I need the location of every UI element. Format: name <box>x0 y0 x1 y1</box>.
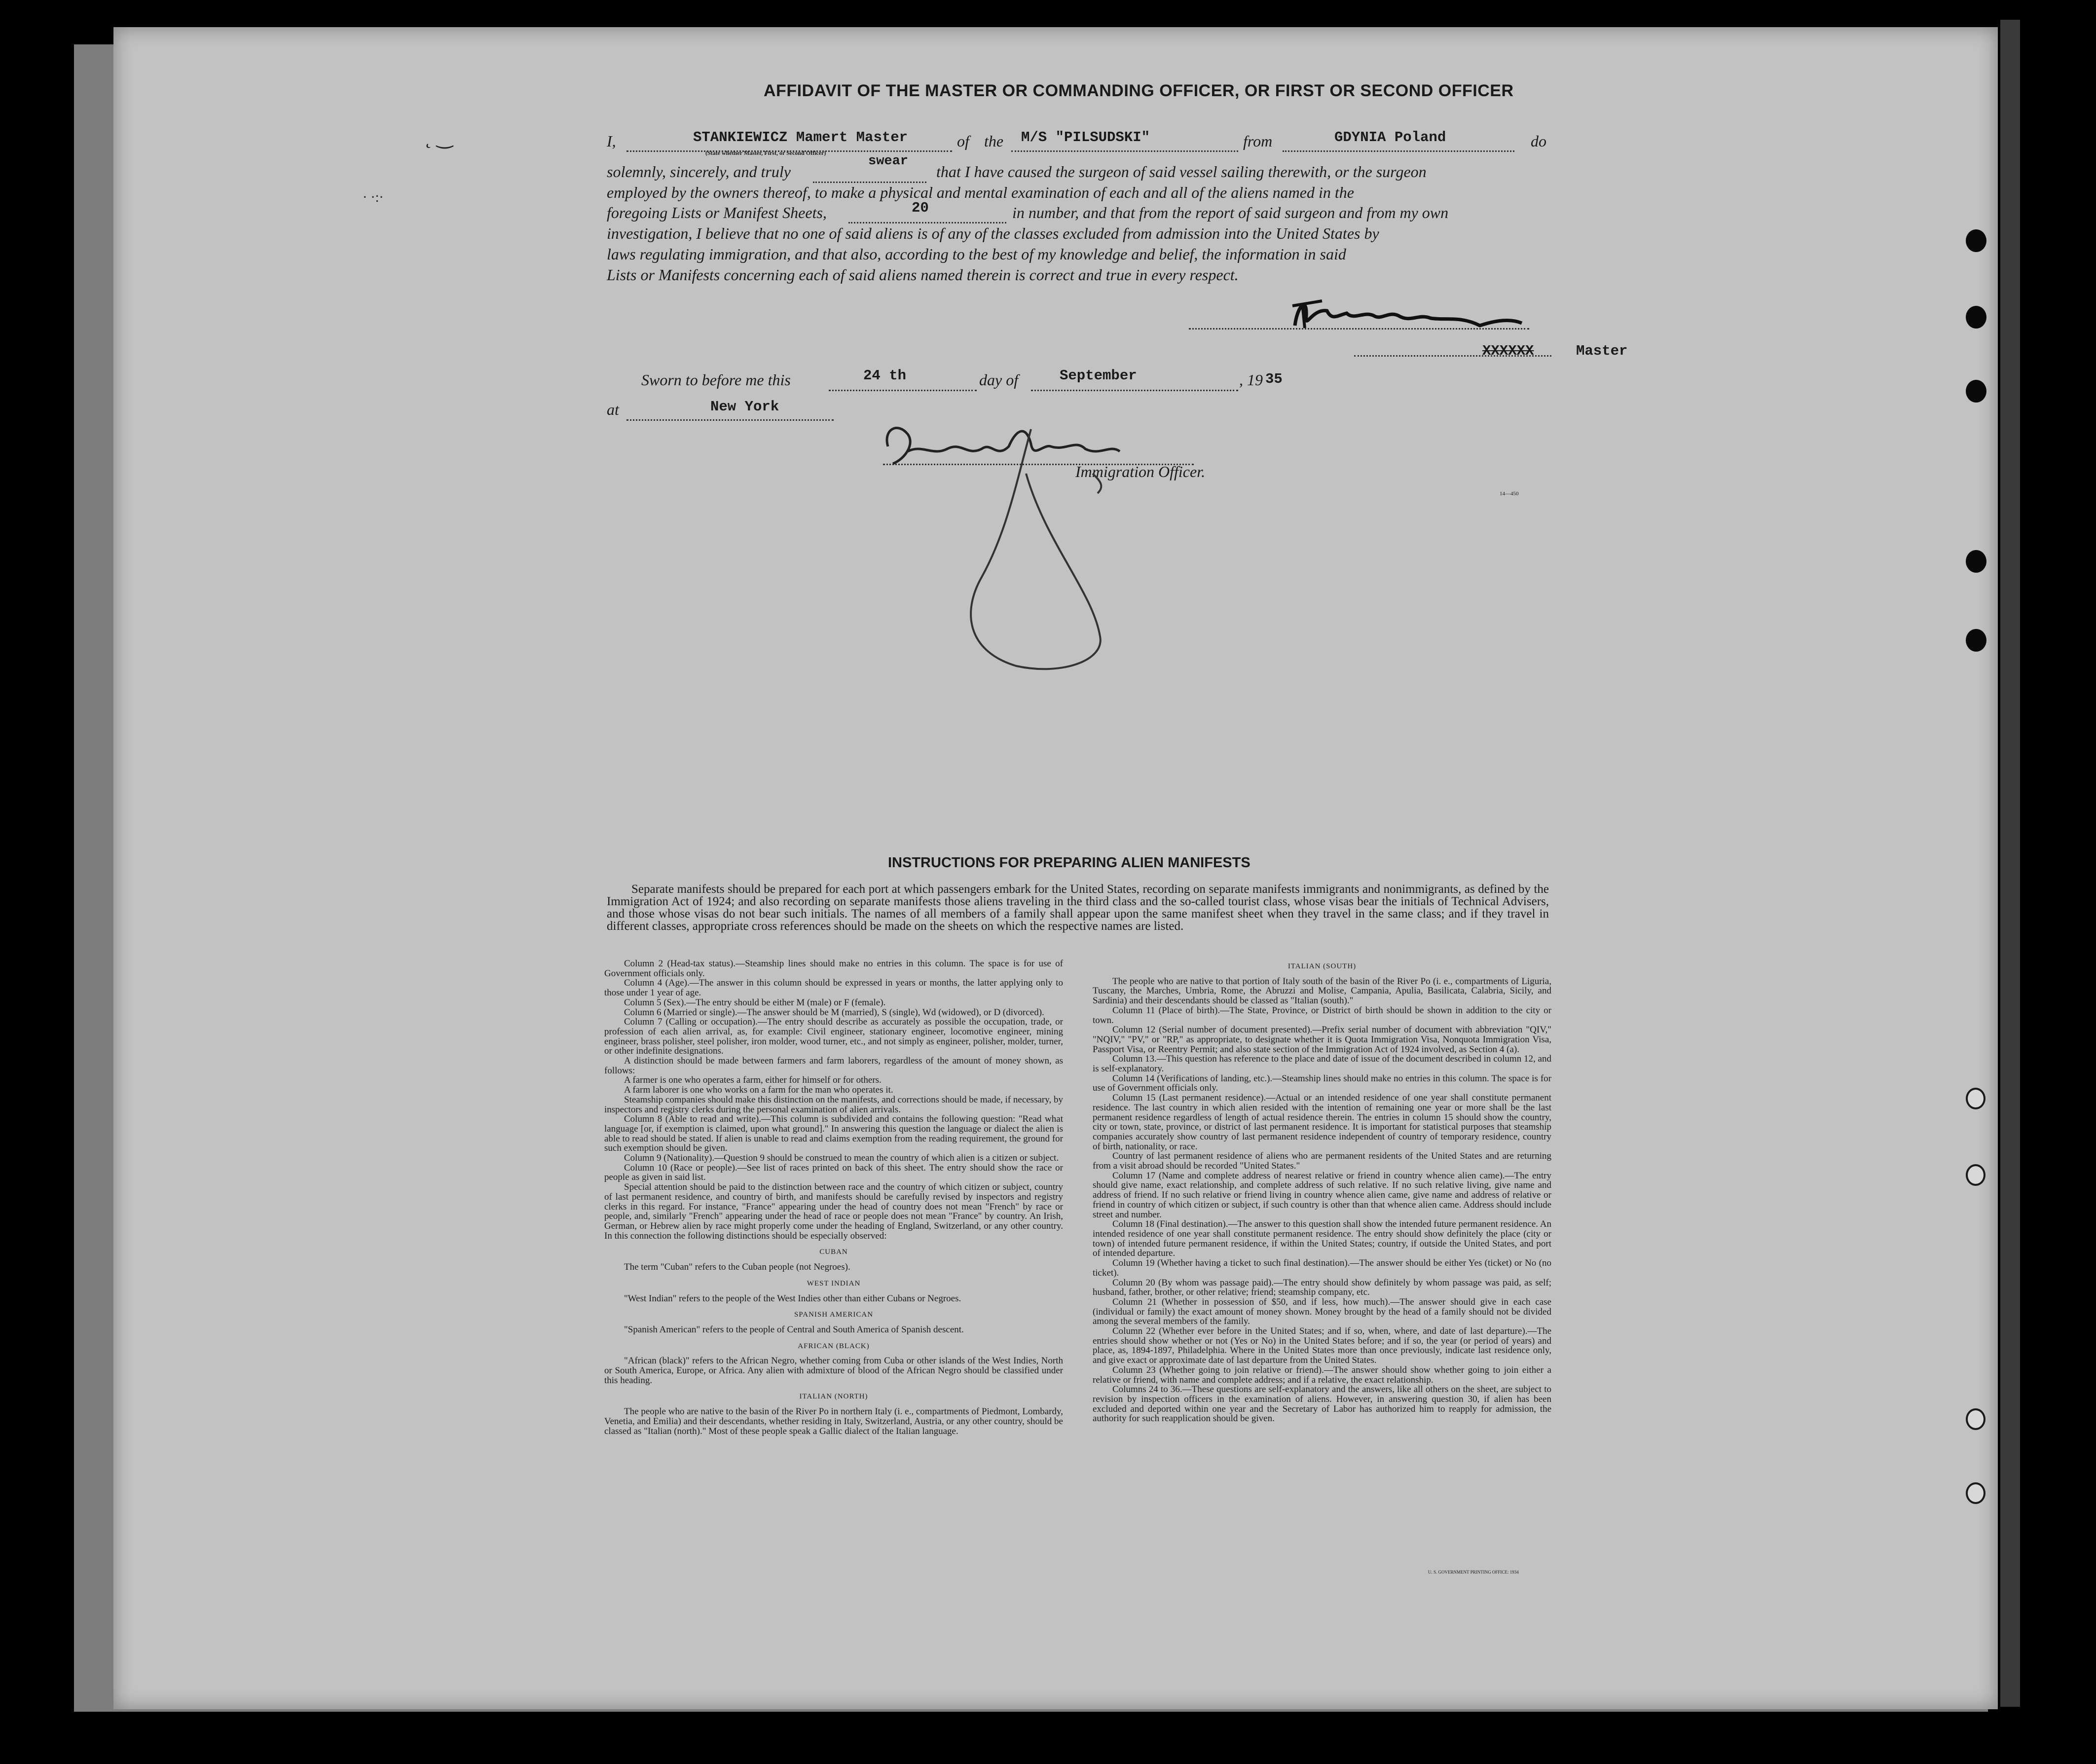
sworn-day: 24 th <box>863 368 907 384</box>
sworn-month: September <box>1060 368 1137 384</box>
affidavit-line2: solemnly, sincerely, and truly <box>607 163 791 181</box>
affidavit-line4b: in number, and that from the report of said surgeon and from my own <box>1012 204 1449 221</box>
printer-imprint: U. S. GOVERNMENT PRINTING OFFICE: 1934 <box>1428 1570 1519 1575</box>
sworn-year-prefix: , 19 <box>1239 371 1263 389</box>
instruction-paragraph: Column 7 (Calling or occupation).—The entry should describe as accurately as possible the occupation, trade, or profession of each alien arrival, as, for example: Civil engineer, stationary engineer, locomotive engineer, mining engineer, brass polisher, steel polisher, iron molder, wood turner, etc., and not simply as engineer, polisher, molder, turner, or other indefinite designations. <box>604 1017 1063 1057</box>
master-signature <box>1295 305 1522 326</box>
officer-signature <box>887 428 1120 464</box>
affidavit-line3: employed by the owners thereof, to make a physical and mental examination of each and all of the aliens named in the <box>607 184 1354 201</box>
instruction-paragraph: The term "Cuban" refers to the Cuban people (not Negroes). <box>624 1262 850 1273</box>
stray-mark: · ·:· <box>363 190 384 205</box>
instruction-paragraph: "African (black)" refers to the African Negro, whether coming from Cuba or other islands of the West Indies, North or South America, Europe, or Africa. Any alien with admixture of blood of the African Negro should be classified under this heading. <box>604 1356 1063 1386</box>
struck-title: XXXXXX <box>1482 343 1534 359</box>
instruction-paragraph: A farm laborer is one who works on a farm for the man who operates it. <box>624 1085 893 1096</box>
instruction-paragraph: Special attention should be paid to the distinction between race and the country of which citizen or subject, country of last permanent residence, and country of birth, and manifests should be carefully revised by inspectors and registry clerks in this regard. For instance, "France" appearing under the head of country does not mean "French" by race or people, and, similarly "French" appearing under the head of race or people does not mean "France" by country. An Irish, German, or Hebrew alien by race might properly come under the heading of England, Switzerland, or any other country. In this connection the following distinctions should be especially observed: <box>604 1182 1063 1241</box>
affidavit-line7: Lists or Manifests concerning each of said aliens named therein is correct and true in every respect. <box>607 266 1239 284</box>
form-number: 14—450 <box>1500 491 1519 497</box>
instruction-paragraph: Column 11 (Place of birth).—The State, Province, or District of birth should be shown in addition to the city or town. <box>1093 1005 1551 1026</box>
affidavit-do: do <box>1531 132 1546 150</box>
instruction-paragraph: Column 12 (Serial number of document presented).—Prefix serial number of document with abbreviation "QIV," "NQIV," "PV," or "RP," as appropriate, to designate whether it is Quota Immigration Visa, Nonquota Immigration Visa, Passport Visa, or Reentry Permit; and also state section of the Immigration Act of 1924 involved, as Section 4 (a). <box>1093 1025 1551 1055</box>
instruction-paragraph: Column 8 (Able to read and write).—This column is subdivided and contains the following question: "Read what language [or, if exemption is claimed, upon what ground]." In answering this question the language or dialect the alien is able to read should be stated. If alien is unable to read and claims exemption from the reading requirement, the ground for such exemption should be given. <box>604 1114 1063 1154</box>
instruction-paragraph: Column 17 (Name and complete address of nearest relative or friend in country whence alien came).—The entry should give name, exact relationship, and complete address of such relative. If no such relative living, give name and address of friend. If no such relative or friend living in country whence alien came, give name and address of relative or friend in country of which citizen or subject, if such country is other than that whence alien came. Address should include street and number. <box>1093 1170 1551 1220</box>
affidavit-line6: laws regulating immigration, and that also, according to the best of my knowledge and belief, the information in said <box>607 245 1346 263</box>
officer-title: Immigration Officer. <box>1075 463 1206 480</box>
instructions-title: INSTRUCTIONS FOR PREPARING ALIEN MANIFESTS <box>888 855 1250 871</box>
instruction-paragraph: The people who are native to the basin of the River Po in northern Italy (i. e., compartments of Piedmont, Lombardy, Venetia, and Emilia) and their descendants, whether residing in Italy, Switzerland, Austria, or any other country, should be classed as "Italian (north)." Most of these people speak a Gallic dialect of the Italian language. <box>604 1406 1063 1436</box>
affidavit-i: I, <box>607 132 616 150</box>
at-place: New York <box>710 399 779 415</box>
sworn-text: Sworn to before me this <box>641 371 791 389</box>
instruction-paragraph: Column 18 (Final destination).—The answer to this question shall show the intended future permanent residence. An intended residence of one year shall constitute permanent residence. The entry should show definitely the place (city or town) of intended future permanent residence, if within the United States; country, if outside the United States, and port of intended departure. <box>1093 1219 1551 1259</box>
section-heading: CUBAN <box>819 1248 848 1256</box>
instruction-paragraph: Column 2 (Head-tax status).—Steamship lines should make no entries in this column. The space is for use of Government officials only. <box>604 958 1063 979</box>
instruction-paragraph: Column 23 (Whether going to join relative or friend).—The answer should show whether going to join either a relative or friend, with name and complete address; and if a relative, the exact relationship. <box>1093 1364 1551 1385</box>
ship-name: M/S "PILSUDSKI" <box>1021 129 1150 146</box>
affidavit-the: the <box>984 132 1004 150</box>
instruction-paragraph: Column 10 (Race or people).—See list of races printed on back of this sheet. The entry should show the race or people as given in said list. <box>604 1162 1063 1183</box>
affidavit-line2b: that I have caused the surgeon of said vessel sailing therewith, or the surgeon <box>936 163 1427 181</box>
instruction-paragraph: Steamship companies should make this distinction on the manifests, and corrections should be made, if necessary, by inspectors and registry clerks during the personal examination of alien arrivals. <box>604 1094 1063 1115</box>
port-name: GDYNIA Poland <box>1334 129 1446 146</box>
instruction-paragraph: "West Indian" refers to the people of the West Indies other than either Cubans or Negroes. <box>624 1293 961 1304</box>
instructions-left-column <box>604 959 1063 1436</box>
instruction-paragraph: Column 15 (Last permanent residence).—Actual or an intended residence of one year shall constitute permanent residence. The last country in which alien resided with the intention of remaining one year or more shall be the last permanent residence regardless of length of actual residence therein. The entries in column 15 should show the country, city or town, state, province, or district of last permanent residence. It is important for statistical purposes that steamship companies accurately show country of last permanent residence independent of country of temporary residence, country of birth, nationality, or race. <box>1093 1093 1551 1152</box>
instruction-paragraph: A farmer is one who operates a farm, either for himself or for others. <box>624 1075 882 1086</box>
sworn-year: 35 <box>1265 371 1283 387</box>
instruction-paragraph: Columns 24 to 36.—These questions are self-explanatory and the answers, like all others on the sheet, are subject to revision by inspection officers in the examination of aliens. However, in answering question 30, if alien has been excluded and deported within one year and the Secretary of Labor has authorized him to reapply for admission, the authority for such reapplication should be given. <box>1093 1384 1551 1424</box>
oath-word: swear <box>868 154 909 169</box>
affidavit-title: AFFIDAVIT OF THE MASTER OR COMMANDING OFFICER, OR FIRST OR SECOND OFFICER <box>764 81 1514 100</box>
affidavit-line4: foregoing Lists or Manifest Sheets, <box>607 204 827 221</box>
instruction-paragraph: Column 6 (Married or single).—The answer should be M (married), S (single), Wd (widowed), or D (divorced). <box>624 1007 1044 1018</box>
section-heading: AFRICAN (BLACK) <box>798 1342 870 1350</box>
at-label: at <box>607 401 619 418</box>
instruction-paragraph: The people who are native to that portion of Italy south of the basin of the River Po (i. e., compartments of Liguria, Tuscany, the Marches, Umbria, Rome, the Abruzzi and Molise, Campania, Apulia, Basilicata, Calabria, Sicily, and Sardinia) and their descendants should be classed as "Italian (south)." <box>1093 976 1551 1006</box>
sworn-dayof: day of <box>979 371 1019 389</box>
instruction-paragraph: Column 14 (Verifications of landing, etc.).—Steamship lines should make no entries in this column. The space is for use of Government officials only. <box>1093 1073 1551 1094</box>
instruction-paragraph: Column 5 (Sex).—The entry should be either M (male) or F (female). <box>624 997 886 1008</box>
instruction-paragraph: Column 21 (Whether in possession of $50, and if less, how much).—The answer should give in each case (individual or family) the exact amount of money shown. Money brought by the head of a family should not be divided among the several members of the family. <box>1093 1296 1551 1327</box>
instruction-paragraph: Column 4 (Age).—The answer in this column should be expressed in years or months, the latter applying only to those under 1 year of age. <box>604 978 1063 998</box>
section-heading: ITALIAN (NORTH) <box>799 1393 868 1401</box>
instructions-intro: Separate manifests should be prepared for each port at which passengers embark for the United States, recording on separate manifests immigrants and nonimmigrants, as defined by the Immigration Act of 1924; and also recording on separate manifests those aliens traveling in the third class and the so-called tourist class, whose visas bear the initials of Technical Advisers, and those whose visas do not bear such initials. The names of all members of a family shall appear upon the same manifest sheet when they travel in the same class; and if they travel in different classes, appropriate cross references should be made on the sheets on which the respective names are listed. <box>607 882 1549 933</box>
signer-title: Master <box>1576 343 1628 359</box>
affidavit-line5: investigation, I believe that no one of said aliens is of any of the classes excluded from admission into the United States by <box>607 224 1379 242</box>
instruction-paragraph: Country of last permanent residence of aliens who are permanent residents of the United States and are returning from a visit abroad should be recorded "United States." <box>1093 1151 1551 1172</box>
sheet-count: 20 <box>912 200 929 216</box>
instruction-paragraph: A distinction should be made between farmers and farm laborers, regardless of the amount of money shown, as follows: <box>604 1056 1063 1076</box>
affidavit-of: of <box>957 132 969 150</box>
instruction-paragraph: Column 20 (By whom was passage paid).—The entry should show definitely by whom passage was paid, as self; husband, father, brother, or other relative; friend; steamship company, etc. <box>1093 1277 1551 1298</box>
section-heading: ITALIAN (SOUTH) <box>1287 962 1357 970</box>
instruction-paragraph: Column 9 (Nationality).—Question 9 should be construed to mean the country of which alien is a citizen or subject. <box>624 1153 1059 1164</box>
instruction-paragraph: Column 13.—This question has reference to the place and date of issue of the document described in column 12, and is self-explanatory. <box>1093 1054 1551 1074</box>
master-name: STANKIEWICZ Mamert Master <box>693 129 908 146</box>
instruction-paragraph: Column 22 (Whether ever before in the United States; and if so, when, where, and date of last departure).—The entries should show whether or not (Yes or No) in the United States before; and if so, the year (or period of years) and place, as, 1894-1897, Philadelphia. Where in the United States more than once previously, indicate last residence only, and give exact or approximate date of last departure from the United States. <box>1093 1326 1551 1366</box>
instruction-paragraph: "Spanish American" refers to the people of Central and South America of Spanish descent. <box>624 1324 964 1335</box>
section-heading: SPANISH AMERICAN <box>794 1311 874 1319</box>
affidavit-from: from <box>1243 132 1273 150</box>
state-note: (State whether Master, First, or Second Officer) <box>705 149 826 156</box>
stray-mark: ˛ ‿ <box>425 126 453 148</box>
instruction-paragraph: Column 19 (Whether having a ticket to such final destination).—The answer should be either Yes (ticket) or No (no ticket). <box>1093 1258 1551 1278</box>
section-heading: WEST INDIAN <box>807 1279 861 1287</box>
instructions-right-column <box>1093 962 1551 1424</box>
